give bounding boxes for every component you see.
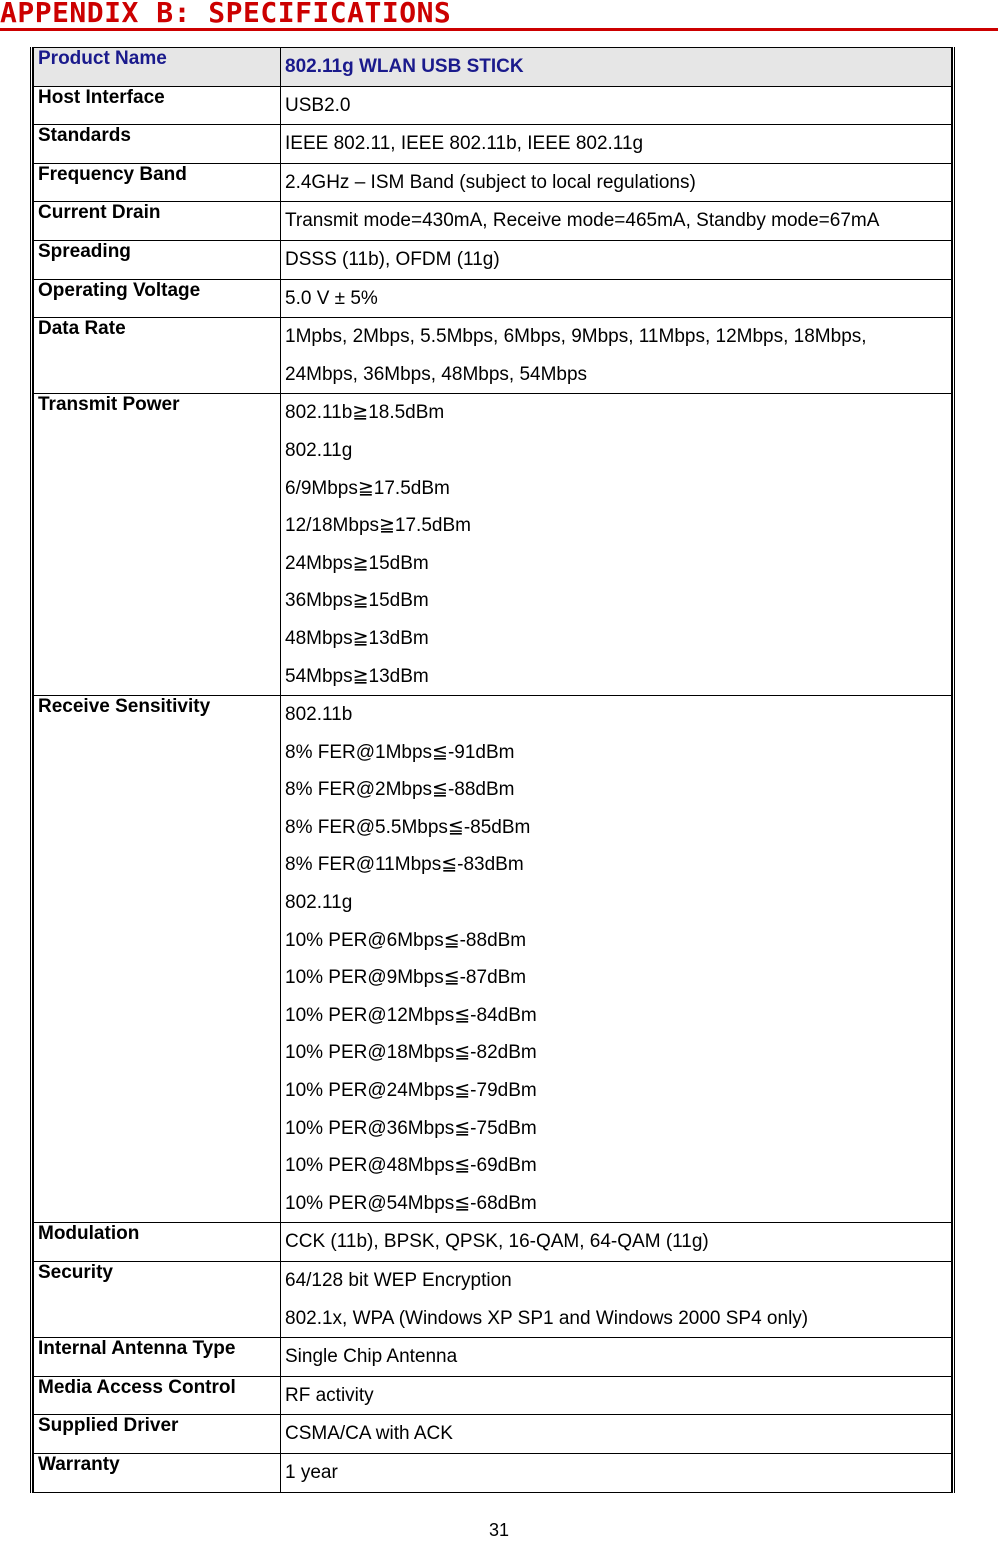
table-row bbox=[34, 240, 952, 279]
spec-value-line: CSMA/CA with ACK bbox=[285, 1423, 453, 1445]
spec-value-line: 48Mbps≧13dBm bbox=[285, 627, 429, 649]
spec-value-cell bbox=[281, 318, 952, 394]
spec-label: Host Interface bbox=[34, 86, 281, 125]
spec-value-line: 8% FER@1Mbps≦-91dBm bbox=[285, 741, 515, 763]
table-row bbox=[34, 279, 952, 318]
spec-value-line: 54Mbps≧13dBm bbox=[285, 665, 429, 687]
spec-value-line: 24Mbps, 36Mbps, 48Mbps, 54Mbps bbox=[285, 363, 588, 385]
spec-value-cell bbox=[281, 1415, 952, 1454]
spec-label: Current Drain bbox=[34, 202, 281, 241]
spec-value-line: 8% FER@11Mbps≦-83dBm bbox=[285, 854, 524, 876]
spec-value-cell bbox=[281, 696, 952, 1223]
spec-value-cell bbox=[281, 394, 952, 696]
spec-value-line: 802.11b≧18.5dBm bbox=[285, 402, 445, 424]
spec-value-cell bbox=[281, 163, 952, 202]
spec-value-line: 36Mbps≧15dBm bbox=[285, 590, 429, 612]
spec-value-line: CCK (11b), BPSK, QPSK, 16-QAM, 64-QAM (11g) bbox=[285, 1231, 709, 1253]
table-row bbox=[34, 696, 952, 1223]
spec-label: Transmit Power bbox=[34, 394, 281, 696]
spec-value-line: Transmit mode=430mA, Receive mode=465mA, Standby mode=67mA bbox=[285, 210, 880, 232]
spec-value-line: 10% PER@18Mbps≦-82dBm bbox=[285, 1042, 537, 1064]
spec-value-cell bbox=[281, 1453, 952, 1492]
spec-label: Warranty bbox=[34, 1453, 281, 1492]
table-row bbox=[34, 1376, 952, 1415]
spec-value-cell bbox=[281, 86, 952, 125]
spec-label: Media Access Control bbox=[34, 1376, 281, 1415]
spec-value-line: 6/9Mbps≧17.5dBm bbox=[285, 477, 450, 499]
spec-label: Security bbox=[34, 1262, 281, 1338]
spec-value-line: 10% PER@48Mbps≦-69dBm bbox=[285, 1155, 537, 1177]
spec-value-cell bbox=[281, 1262, 952, 1338]
spec-value-line: 802.11b bbox=[285, 704, 353, 726]
spec-label: Spreading bbox=[34, 240, 281, 279]
spec-value-line: 5.0 V ± 5% bbox=[285, 287, 378, 309]
spec-value-cell bbox=[281, 202, 952, 241]
spec-value-line: 8% FER@2Mbps≦-88dBm bbox=[285, 779, 515, 801]
table-row bbox=[34, 202, 952, 241]
spec-value-line: RF activity bbox=[285, 1384, 374, 1406]
header-label: Product Name bbox=[34, 48, 281, 87]
spec-value-cell bbox=[281, 125, 952, 164]
spec-value-cell bbox=[281, 1376, 952, 1415]
spec-value-cell bbox=[281, 240, 952, 279]
spec-value-line: USB2.0 bbox=[285, 94, 351, 116]
spec-value-line: 802.11g bbox=[285, 892, 353, 914]
spec-value-line: 10% PER@24Mbps≦-79dBm bbox=[285, 1080, 537, 1102]
table-row bbox=[34, 1223, 952, 1262]
spec-table bbox=[33, 47, 952, 1493]
spec-value-line: 2.4GHz – ISM Band (subject to local regulations) bbox=[285, 171, 696, 193]
spec-value-line: 10% PER@54Mbps≦-68dBm bbox=[285, 1192, 537, 1214]
spec-label: Receive Sensitivity bbox=[34, 696, 281, 1223]
table-row bbox=[34, 1338, 952, 1377]
spec-value-line: 10% PER@12Mbps≦-84dBm bbox=[285, 1004, 537, 1026]
heading-rule bbox=[0, 0, 998, 31]
table-row bbox=[34, 1453, 952, 1492]
spec-value-cell bbox=[281, 1223, 952, 1262]
spec-value-line: 8% FER@5.5Mbps≦-85dBm bbox=[285, 816, 531, 838]
spec-label: Frequency Band bbox=[34, 163, 281, 202]
spec-value-line: 10% PER@36Mbps≦-75dBm bbox=[285, 1117, 537, 1139]
page-heading: APPENDIX B: SPECIFICATIONS bbox=[0, 0, 452, 29]
spec-label: Data Rate bbox=[34, 318, 281, 394]
spec-label: Standards bbox=[34, 125, 281, 164]
table-row bbox=[34, 318, 952, 394]
spec-label: Internal Antenna Type bbox=[34, 1338, 281, 1377]
spec-value-line: 24Mbps≧15dBm bbox=[285, 552, 429, 574]
page-number: 31 bbox=[488, 1520, 510, 1540]
table-header-row bbox=[34, 48, 952, 87]
table-row bbox=[34, 125, 952, 164]
spec-value-line: IEEE 802.11, IEEE 802.11b, IEEE 802.11g bbox=[285, 133, 644, 155]
spec-value-cell bbox=[281, 1338, 952, 1377]
table-row bbox=[34, 86, 952, 125]
header-value: 802.11g WLAN USB STICK bbox=[285, 56, 524, 77]
spec-value-line: 1Mpbs, 2Mbps, 5.5Mbps, 6Mbps, 9Mbps, 11Mbps, 12Mbps, 18Mbps, bbox=[285, 326, 867, 348]
spec-label: Modulation bbox=[34, 1223, 281, 1262]
table-row bbox=[34, 163, 952, 202]
spec-value-line: 10% PER@9Mbps≦-87dBm bbox=[285, 967, 527, 989]
spec-label: Supplied Driver bbox=[34, 1415, 281, 1454]
header-value-cell bbox=[281, 48, 952, 87]
table-row bbox=[34, 1262, 952, 1338]
spec-label: Operating Voltage bbox=[34, 279, 281, 318]
spec-value-line: 802.11g bbox=[285, 439, 353, 461]
spec-value-line: 64/128 bit WEP Encryption bbox=[285, 1270, 512, 1291]
table-row bbox=[34, 1415, 952, 1454]
spec-value-line: Single Chip Antenna bbox=[285, 1346, 458, 1368]
spec-value-line: 10% PER@6Mbps≦-88dBm bbox=[285, 929, 527, 951]
spec-value-line: 802.1x, WPA (Windows XP SP1 and Windows 2000 SP4 only) bbox=[285, 1307, 809, 1329]
spec-value-cell bbox=[281, 279, 952, 318]
spec-value-line: 12/18Mbps≧17.5dBm bbox=[285, 515, 471, 537]
table-row bbox=[34, 394, 952, 696]
spec-value-line: DSSS (11b), OFDM (11g) bbox=[285, 248, 500, 270]
spec-table-frame bbox=[30, 47, 955, 1493]
spec-value-line: 1 year bbox=[285, 1461, 338, 1483]
